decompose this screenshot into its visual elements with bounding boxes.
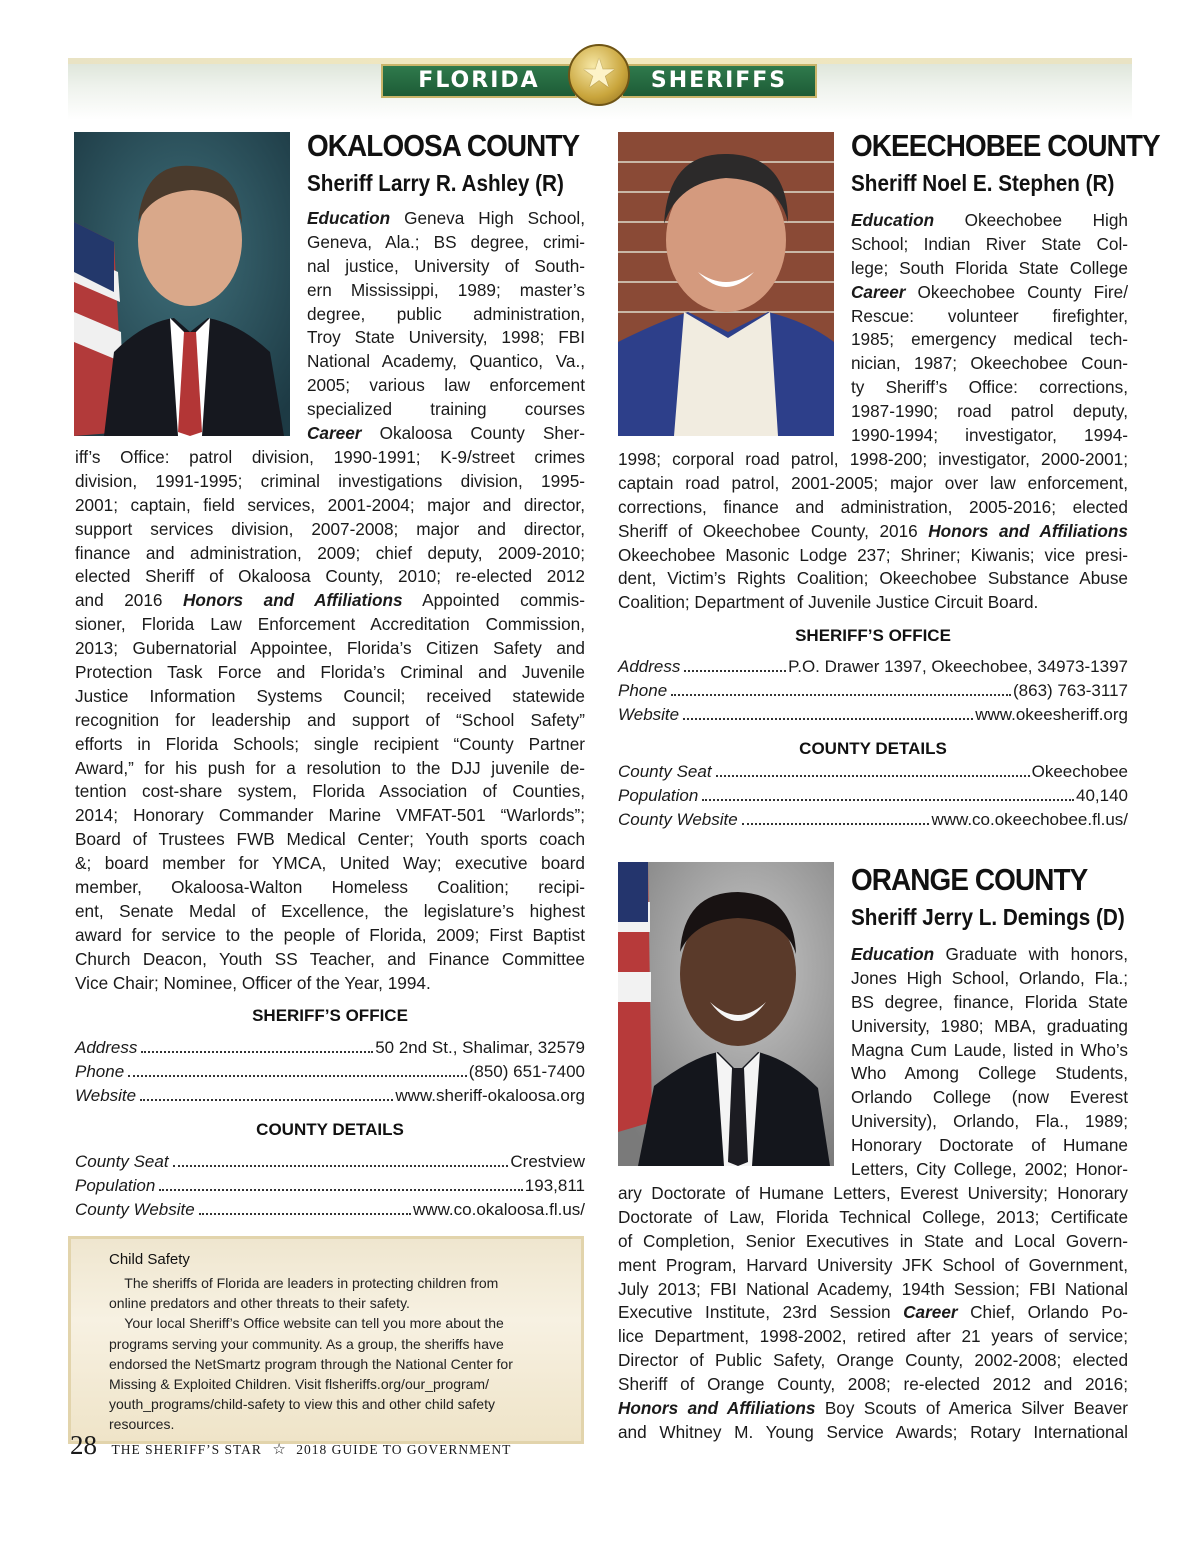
child-safety-line: programs serving your community. As a group, the sheriffs have xyxy=(109,1335,504,1352)
bio-line: Executive Institute, 23rd Session Career Chief, Orlando Po- xyxy=(618,1302,1128,1323)
bio-line: ern Mississippi, 1989; master’s xyxy=(307,279,585,300)
bio-line: Education Graduate with honors, xyxy=(851,944,1128,964)
okaloosa-bio-bottom xyxy=(75,446,585,995)
bio-line: ment Program, Harvard University JFK School of Government, xyxy=(618,1254,1128,1275)
bio-line: nal justice, University of South- xyxy=(307,255,585,276)
child-safety-line: The sheriffs of Florida are leaders in protecting children from xyxy=(109,1275,499,1291)
florida-sheriffs-banner xyxy=(381,52,817,98)
okaloosa-bio-top xyxy=(307,207,585,446)
bio-line: Board of Trustees FWB Medical Center; Youth sports coach xyxy=(75,829,585,850)
bio-line: Sheriff of Orange County, 2008; re-elected 2012 and 2016; xyxy=(618,1374,1128,1395)
okaloosa-office-heading: SHERIFF’S OFFICE xyxy=(252,1006,408,1025)
bio-line: Troy State University, 1998; FBI xyxy=(307,327,585,348)
bio-line: and Whitney M. Young Service Awards; Rotary International xyxy=(618,1421,1128,1442)
bio-line: 1985; emergency medical tech- xyxy=(851,329,1128,350)
okeechobee-sheriff-name: Sheriff Noel E. Stephen (R) xyxy=(851,170,1115,196)
bio-line: iff’s Office: patrol division, 1990-1991; K-9/street crimes xyxy=(75,447,585,467)
bio-line: lege; South Florida State College xyxy=(851,257,1128,278)
bio-line: 1987-1990; road patrol deputy, xyxy=(851,401,1128,422)
bio-line: Justice Information Systems Council; received statewide xyxy=(75,685,585,706)
banner-sheriffs: SHERIFFS xyxy=(621,64,817,98)
okeechobee-county-website-row[interactable]: County Website www.co.okeechobee.fl.us/ xyxy=(618,810,1128,829)
child-safety-title: Child Safety xyxy=(109,1251,190,1268)
bio-line: University, 1980; MBA, graduating xyxy=(851,1015,1128,1036)
bio-line: School; Indian River State Col- xyxy=(851,233,1128,254)
bio-line: member, Okaloosa-Walton Homeless Coalition; recipi- xyxy=(75,877,585,898)
okaloosa-county-title: OKALOOSA COUNTY xyxy=(307,128,580,163)
okaloosa-sheriff-name: Sheriff Larry R. Ashley (R) xyxy=(307,170,564,196)
bio-line: tention cost-share system, Florida Association of Counties, xyxy=(75,781,585,802)
child-safety-box xyxy=(68,1236,584,1444)
child-safety-line: youth_programs/child-safety to view this and other child safety xyxy=(109,1396,495,1413)
bio-line: Honorary Doctorate of Humane xyxy=(851,1135,1128,1156)
banner-florida: FLORIDA xyxy=(381,64,577,98)
bio-line: Vice Chair; Nominee, Officer of the Year, 1994. xyxy=(75,972,431,993)
okaloosa-phone-row: Phone (850) 651-7400 xyxy=(75,1062,585,1081)
child-safety-line: endorsed the NetSmartz program through the National Center for xyxy=(109,1355,513,1372)
bio-line: Sheriff of Okeechobee County, 2016 Honors and Affiliations xyxy=(618,520,1128,541)
okeechobee-bio-bottom xyxy=(618,448,1128,615)
bio-line: Geneva, Ala.; BS degree, crimi- xyxy=(307,231,585,252)
bio-line: degree, public administration, xyxy=(307,303,585,324)
okaloosa-population-row: Population 193,811 xyxy=(75,1176,585,1195)
orange-sheriff-photo xyxy=(618,862,834,1166)
bio-line: 1998; corporal road patrol, 1998-200; investigator, 2000-2001; xyxy=(618,449,1128,469)
page-footer xyxy=(70,1430,511,1461)
bio-line: 2001; captain, field services, 2001-2004; major and director, xyxy=(75,494,585,515)
okeechobee-bio-top xyxy=(851,209,1128,448)
okaloosa-county-website-link: www.co.okaloosa.fl.us/ xyxy=(413,1200,585,1219)
bio-line: captain road patrol, 2001-2005; major over law enforcement, xyxy=(618,472,1128,493)
okeechobee-website-row[interactable]: Website www.okeesheriff.org xyxy=(618,705,1128,724)
bio-line: ary Doctorate of Humane Letters, Everest University; Honorary xyxy=(618,1183,1128,1203)
orange-bio-bottom xyxy=(618,1182,1128,1445)
child-safety-line: Your local Sheriff’s Office website can tell you more about the xyxy=(109,1315,504,1332)
bio-line: Career Okeechobee County Fire/ xyxy=(851,281,1128,302)
bio-line: 2013; Gubernatorial Appointee, Florida’s Citizen Safety and xyxy=(75,638,585,659)
bio-line: ty Sheriff’s Office: corrections, xyxy=(851,377,1128,398)
orange-bio-top xyxy=(851,943,1128,1182)
okaloosa-website-row[interactable]: Website www.sheriff-okaloosa.org xyxy=(75,1086,585,1105)
okaloosa-website-link: www.sheriff-okaloosa.org xyxy=(395,1086,585,1105)
bio-line: Magna Cum Laude, listed in Who’s xyxy=(851,1039,1128,1060)
bio-line: specialized training courses xyxy=(307,399,585,420)
okeechobee-details-heading: COUNTY DETAILS xyxy=(799,739,947,758)
bio-line: &; board member for YMCA, United Way; executive board xyxy=(75,853,585,874)
bio-line: National Academy, Quantico, Va., xyxy=(307,351,585,372)
okeechobee-county-title: OKEECHOBEE COUNTY xyxy=(851,128,1160,163)
okaloosa-sheriff-photo xyxy=(74,132,290,436)
bio-line: recognition for leadership and support of “School Safety” xyxy=(75,709,585,730)
bio-line: corrections, finance and administration, 2005-2016; elected xyxy=(618,496,1128,517)
bio-line: Orlando College (now Everest xyxy=(851,1087,1128,1108)
bio-line: Coalition; Department of Juvenile Justice Circuit Board. xyxy=(618,592,1039,613)
bio-line: support services division, 2007-2008; major and director, xyxy=(75,518,585,539)
bio-line: and 2016 Honors and Affiliations Appointed commis- xyxy=(75,590,585,611)
okeechobee-population-row: Population 40,140 xyxy=(618,786,1128,805)
publication-name: THE SHERIFF’S STAR xyxy=(111,1442,262,1457)
okeechobee-phone-row: Phone (863) 763-3117 xyxy=(618,681,1128,700)
bio-line: Director of Public Safety, Orange County, 2002-2008; elected xyxy=(618,1350,1128,1371)
bio-line: ent, Senate Medal of Excellence, the legislature’s highest xyxy=(75,900,585,921)
star-icon: ☆ xyxy=(272,1441,286,1458)
sheriff-star-badge-icon: ★ xyxy=(568,44,630,106)
publication-issue: 2018 GUIDE TO GOVERNMENT xyxy=(296,1442,512,1457)
okeechobee-sheriff-photo xyxy=(618,132,834,436)
page-number: 28 xyxy=(70,1430,97,1460)
bio-line: Letters, City College, 2002; Honor- xyxy=(851,1159,1128,1180)
bio-line: Rescue: volunteer firefighter, xyxy=(851,305,1128,326)
bio-line: Education Geneva High School, xyxy=(307,208,585,228)
bio-line: University), Orlando, Fla., 1989; xyxy=(851,1111,1128,1132)
bio-line: efforts in Florida Schools; single recipient “County Partner xyxy=(75,733,585,754)
bio-line: Doctorate of Law, Florida Technical College, 2013; Certificate xyxy=(618,1206,1128,1227)
bio-line: 2005; various law enforcement xyxy=(307,375,585,396)
orange-county-title: ORANGE COUNTY xyxy=(851,862,1088,897)
bio-line: Honors and Affiliations Boy Scouts of America Silver Beaver xyxy=(618,1398,1128,1419)
bio-line: 2014; Honorary Commander Marine VMFAT-501 “Warlords”; xyxy=(75,805,585,826)
bio-line: division, 1991-1995; criminal investigations division, 1995- xyxy=(75,470,585,491)
bio-line: dent, Victim’s Rights Coalition; Okeechobee Substance Abuse xyxy=(618,568,1128,589)
bio-line: Education Okeechobee High xyxy=(851,210,1128,230)
okeechobee-website-link: www.okeesheriff.org xyxy=(975,705,1128,724)
bio-line: Award,” for his push for a resolution to the DJJ juvenile de- xyxy=(75,757,585,778)
bio-line: award for service to the people of Florida, 2009; First Baptist xyxy=(75,924,585,945)
bio-line: BS degree, finance, Florida State xyxy=(851,991,1128,1012)
child-safety-text xyxy=(109,1273,554,1435)
bio-line: Career Okaloosa County Sher- xyxy=(307,423,585,444)
child-safety-line: online predators and other threats to their safety. xyxy=(109,1295,410,1312)
okeechobee-office-heading: SHERIFF’S OFFICE xyxy=(795,626,951,645)
okaloosa-details-heading: COUNTY DETAILS xyxy=(256,1120,404,1139)
okeechobee-address-row: Address P.O. Drawer 1397, Okeechobee, 34973-1397 xyxy=(618,657,1128,676)
bio-line: elected Sheriff of Okaloosa County, 2010; re-elected 2012 xyxy=(75,566,585,587)
bio-line: Jones High School, Orlando, Fla.; xyxy=(851,967,1128,988)
orange-sheriff-name: Sheriff Jerry L. Demings (D) xyxy=(851,904,1125,930)
bio-line: nician, 1987; Okeechobee Coun- xyxy=(851,353,1128,374)
okeechobee-seat-row: County Seat Okeechobee xyxy=(618,762,1128,781)
child-safety-line: resources. xyxy=(109,1416,175,1433)
bio-line: Protection Task Force and Florida’s Criminal and Juvenile xyxy=(75,662,585,683)
bio-line: sioner, Florida Law Enforcement Accreditation Commission, xyxy=(75,614,585,635)
okaloosa-address-row: Address 50 2nd St., Shalimar, 32579 xyxy=(75,1038,585,1057)
okaloosa-county-website-row[interactable]: County Website www.co.okaloosa.fl.us/ xyxy=(75,1200,585,1219)
bio-line: Who Among College Students, xyxy=(851,1063,1128,1084)
bio-line: finance and administration, 2009; chief deputy, 2009-2010; xyxy=(75,542,585,563)
bio-line: Church Deacon, Youth SS Teacher, and Finance Committee xyxy=(75,948,585,969)
bio-line: Okeechobee Masonic Lodge 237; Shriner; Kiwanis; vice presi- xyxy=(618,544,1128,565)
bio-line: 1990-1994; investigator, 1994- xyxy=(851,425,1128,446)
child-safety-line: Missing & Exploited Children. Visit flsheriffs.org/our_program/ xyxy=(109,1376,489,1393)
bio-line: July 2013; FBI National Academy, 194th Session; FBI National xyxy=(618,1278,1128,1299)
okeechobee-county-website-link: www.co.okeechobee.fl.us/ xyxy=(931,810,1128,829)
okaloosa-seat-row: County Seat Crestview xyxy=(75,1152,585,1171)
bio-line: of Completion, Senior Executives in State and Local Govern- xyxy=(618,1230,1128,1251)
bio-line: lice Department, 1998-2002, retired after 21 years of service; xyxy=(618,1326,1128,1347)
